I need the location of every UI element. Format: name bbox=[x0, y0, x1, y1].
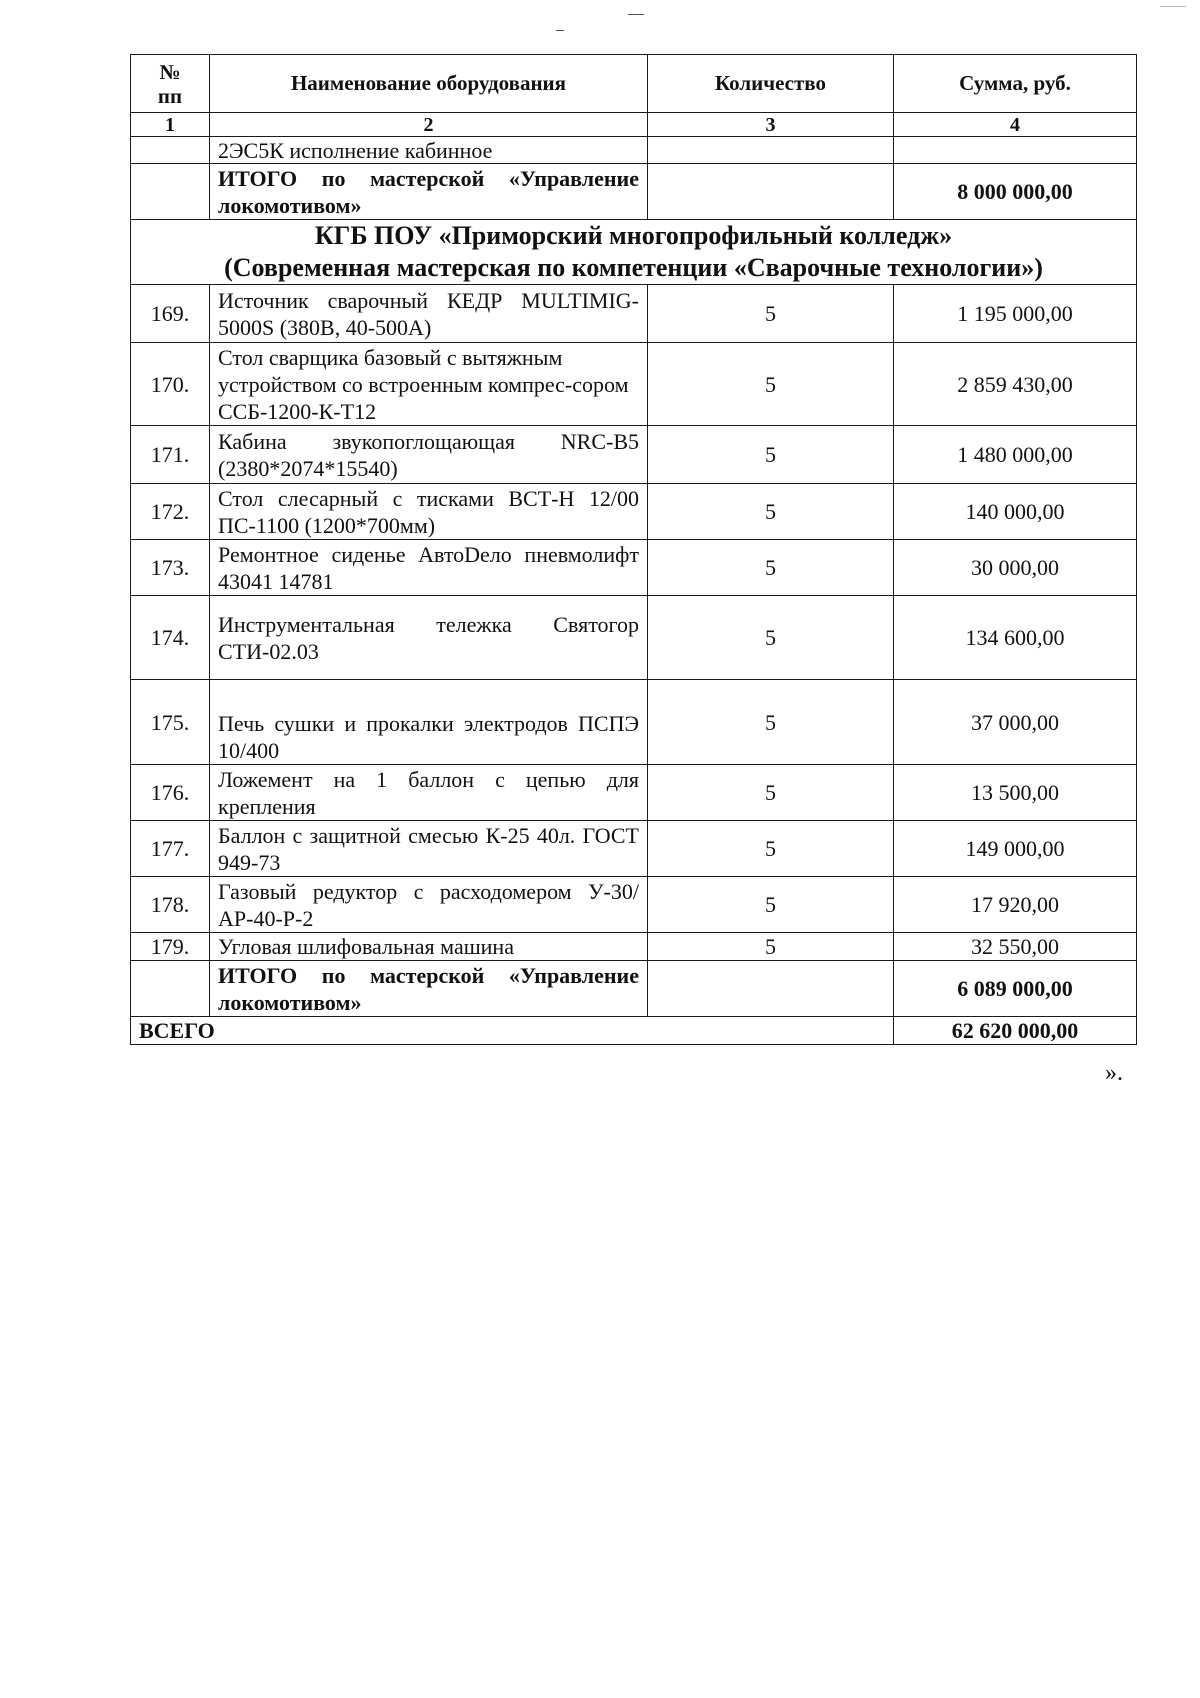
section-title-line1: КГБ ПОУ «Приморский многопрофильный колледж» bbox=[314, 221, 953, 250]
row-qty: 5 bbox=[648, 426, 894, 484]
continuation-row bbox=[131, 137, 1137, 164]
row-name: Печь сушки и прокалки электродов ПСПЭ 10/400 bbox=[210, 680, 648, 765]
row-qty: 5 bbox=[648, 877, 894, 933]
row-num: 177. bbox=[131, 821, 210, 877]
row-name: Стол сварщика базовый с вытяжным устройством со встроенным компрес-сором ССБ-1200-К-Т12 bbox=[210, 343, 648, 426]
row-sum: 13 500,00 bbox=[894, 765, 1137, 821]
prev-total-sum: 8 000 000,00 bbox=[894, 164, 1137, 220]
row-sum: 32 550,00 bbox=[894, 933, 1137, 961]
row-num: 174. bbox=[131, 596, 210, 680]
row-qty: 5 bbox=[648, 933, 894, 961]
row-num: 179. bbox=[131, 933, 210, 961]
column-index-1: 1 bbox=[131, 113, 210, 137]
column-index-3: 3 bbox=[648, 113, 894, 137]
column-index-2: 2 bbox=[210, 113, 648, 137]
equipment-table bbox=[130, 54, 1137, 1045]
header-qty: Количество bbox=[648, 55, 894, 113]
row-num: 172. bbox=[131, 484, 210, 540]
grand-total-label: ВСЕГО bbox=[131, 1017, 894, 1045]
section-title-line2: (Современная мастерская по компетенции «Сварочные технологии») bbox=[224, 253, 1043, 282]
table-row bbox=[131, 426, 1137, 484]
continuation-sum bbox=[894, 137, 1137, 164]
table-row bbox=[131, 877, 1137, 933]
closing-quote: ». bbox=[1105, 1060, 1123, 1086]
row-name: Ремонтное сиденье АвтоDело пневмолифт 43041 14781 bbox=[210, 540, 648, 596]
scan-mark-corner bbox=[1160, 6, 1186, 7]
table-row bbox=[131, 933, 1137, 961]
table-row bbox=[131, 285, 1137, 343]
row-sum: 1 195 000,00 bbox=[894, 285, 1137, 343]
table-row bbox=[131, 484, 1137, 540]
table-row bbox=[131, 343, 1137, 426]
row-name: Угловая шлифовальная машина bbox=[210, 933, 648, 961]
header-name: Наименование оборудования bbox=[210, 55, 648, 113]
row-name: Кабина звукопоглощающая NRC-B5 (2380*2074*15540) bbox=[210, 426, 648, 484]
table-row bbox=[131, 540, 1137, 596]
grand-total-row bbox=[131, 1017, 1137, 1045]
row-qty: 5 bbox=[648, 680, 894, 765]
row-name: Газовый редуктор с расходомером У-30/АР-40-Р-2 bbox=[210, 877, 648, 933]
prev-total-qty bbox=[648, 164, 894, 220]
row-qty: 5 bbox=[648, 540, 894, 596]
row-name: Баллон с защитной смесью К-25 40л. ГОСТ 949-73 bbox=[210, 821, 648, 877]
row-name: Источник сварочный КЕДР MULTIMIG-5000S (380В, 40-500А) bbox=[210, 285, 648, 343]
table-row bbox=[131, 596, 1137, 680]
table-header-row bbox=[131, 55, 1137, 113]
row-qty: 5 bbox=[648, 343, 894, 426]
section-total-qty bbox=[648, 961, 894, 1017]
continuation-name: 2ЭС5К исполнение кабинное bbox=[210, 137, 648, 164]
prev-total-label: ИТОГО по мастерской «Управление локомотивом» bbox=[210, 164, 648, 220]
section-title-row bbox=[131, 220, 1137, 285]
row-sum: 30 000,00 bbox=[894, 540, 1137, 596]
row-sum: 37 000,00 bbox=[894, 680, 1137, 765]
header-num: № пп bbox=[131, 55, 210, 113]
row-num: 169. bbox=[131, 285, 210, 343]
table-row bbox=[131, 680, 1137, 765]
table-row bbox=[131, 821, 1137, 877]
row-name: Инструментальная тележка Святогор СТИ-02.03 bbox=[210, 596, 648, 680]
section-total-sum: 6 089 000,00 bbox=[894, 961, 1137, 1017]
row-sum: 2 859 430,00 bbox=[894, 343, 1137, 426]
row-name: Стол слесарный с тисками ВСТ-Н 12/00 ПС-1100 (1200*700мм) bbox=[210, 484, 648, 540]
row-sum: 134 600,00 bbox=[894, 596, 1137, 680]
continuation-qty bbox=[648, 137, 894, 164]
row-num: 176. bbox=[131, 765, 210, 821]
column-index-row bbox=[131, 113, 1137, 137]
section-total-row bbox=[131, 961, 1137, 1017]
row-qty: 5 bbox=[648, 765, 894, 821]
row-sum: 1 480 000,00 bbox=[894, 426, 1137, 484]
row-qty: 5 bbox=[648, 596, 894, 680]
prev-total-num bbox=[131, 164, 210, 220]
scan-mark-top bbox=[628, 14, 644, 15]
table-row bbox=[131, 765, 1137, 821]
row-num: 178. bbox=[131, 877, 210, 933]
row-name: Ложемент на 1 баллон с цепью для крепления bbox=[210, 765, 648, 821]
row-sum: 17 920,00 bbox=[894, 877, 1137, 933]
row-num: 171. bbox=[131, 426, 210, 484]
section-title bbox=[131, 220, 1137, 285]
row-qty: 5 bbox=[648, 484, 894, 540]
row-sum: 140 000,00 bbox=[894, 484, 1137, 540]
grand-total-sum: 62 620 000,00 bbox=[894, 1017, 1137, 1045]
row-num: 170. bbox=[131, 343, 210, 426]
row-sum: 149 000,00 bbox=[894, 821, 1137, 877]
row-num: 175. bbox=[131, 680, 210, 765]
row-qty: 5 bbox=[648, 285, 894, 343]
row-qty: 5 bbox=[648, 821, 894, 877]
header-sum: Сумма, руб. bbox=[894, 55, 1137, 113]
section-total-num bbox=[131, 961, 210, 1017]
column-index-4: 4 bbox=[894, 113, 1137, 137]
row-num: 173. bbox=[131, 540, 210, 596]
scan-mark-top-small bbox=[556, 30, 564, 31]
continuation-num bbox=[131, 137, 210, 164]
section-total-label: ИТОГО по мастерской «Управление локомотивом» bbox=[210, 961, 648, 1017]
prev-total-row bbox=[131, 164, 1137, 220]
